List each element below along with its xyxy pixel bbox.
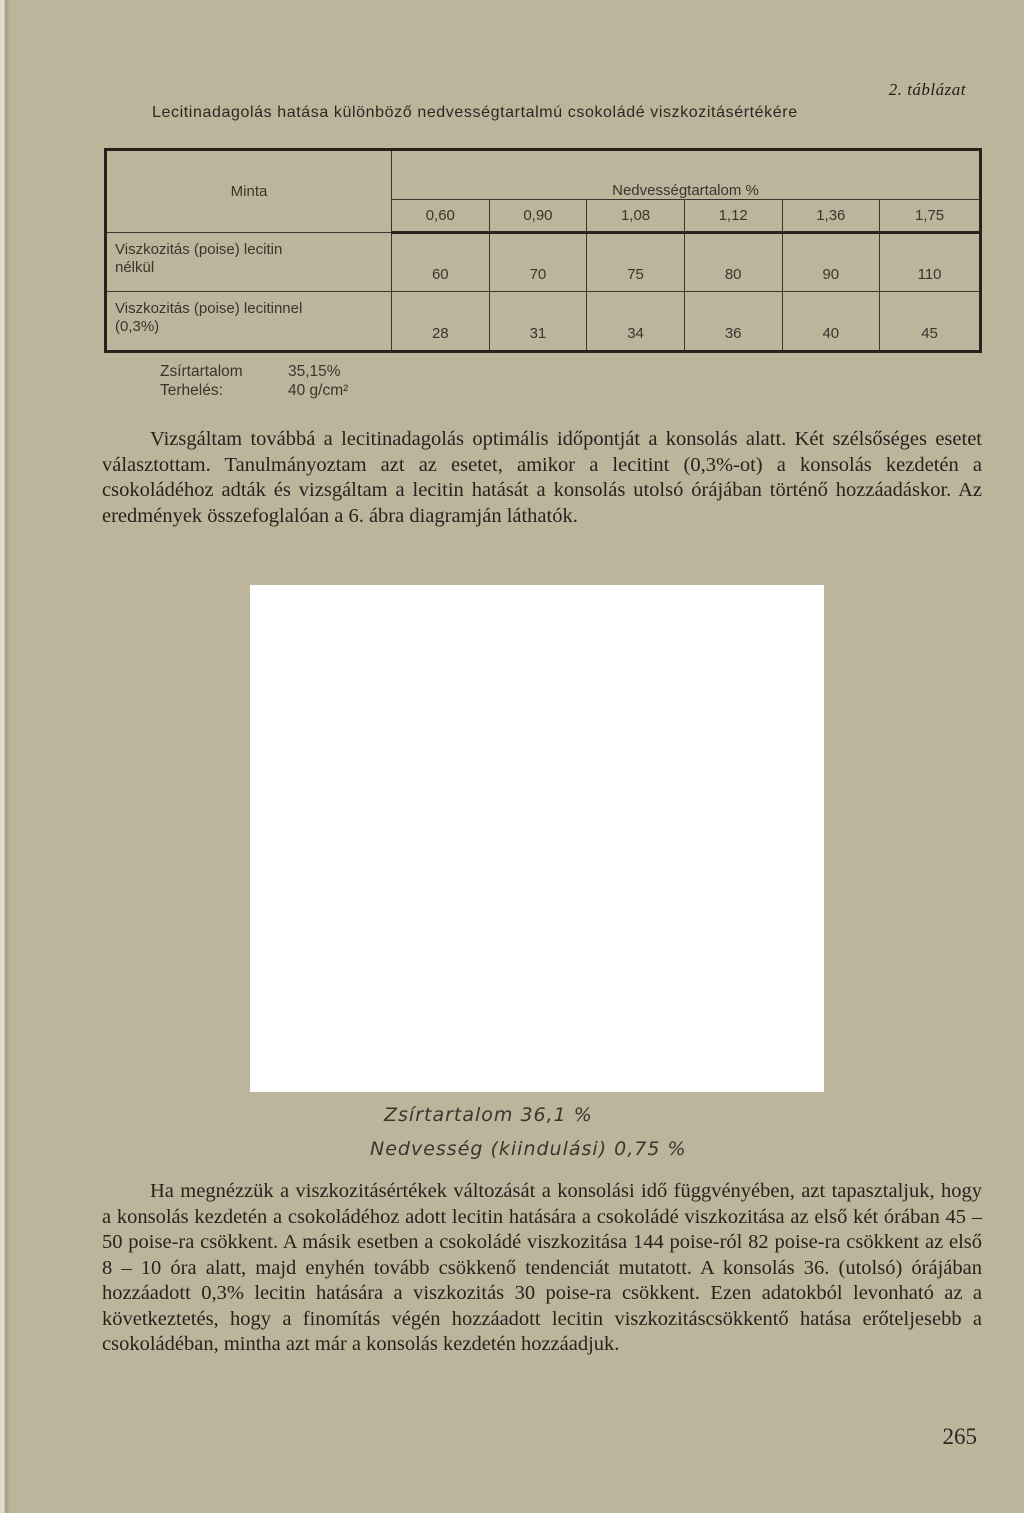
body-paragraph	[102, 1179, 982, 1358]
book-spine-edge	[0, 0, 10, 1513]
figure-caption-moisture: Nedvesség (kiindulási) 0,75 %	[370, 1138, 687, 1160]
table-cell: 28	[392, 292, 490, 352]
table-cell: 80	[684, 232, 782, 292]
paragraph-text: Vizsgáltam továbbá a lecitinadagolás optimális időpontját a konsolás alatt. Két szélsőséges esetet választottam. Tanulmányoztam azt az esetet, amikor a lecitint (0,3%-ot) a konsolás kezdetén a csokoládéhoz adták és vizsgáltam a lecitin hatását a konsolás utolsó órájában történő hozzáadáskor. Az eredmények összefoglalóan a 6. ábra diagramján láthatók.	[102, 428, 982, 527]
body-paragraph	[102, 427, 982, 529]
header-moisture-col: 1,12	[684, 200, 782, 232]
row-label	[106, 232, 392, 292]
table-notes	[160, 362, 348, 400]
page-number: 265	[942, 1424, 977, 1449]
figure-placeholder	[250, 585, 824, 1092]
table-cell: 45	[880, 292, 981, 352]
row-label-line: Viszkozitás (poise) lecitinnel	[115, 300, 303, 318]
load-value: 40 g/cm²	[288, 382, 349, 399]
table-cell: 70	[489, 232, 587, 292]
table-cell: 110	[880, 232, 981, 292]
header-moisture-col: 1,08	[587, 200, 685, 232]
table-row	[106, 292, 981, 352]
row-label-line: (0,3%)	[115, 318, 160, 336]
row-label-line: Viszkozitás (poise) lecitin	[115, 240, 283, 258]
row-label-line: nélkül	[115, 258, 155, 276]
table-number-label: 2. táblázat	[888, 80, 966, 99]
load-label: Terhelés:	[160, 382, 223, 399]
header-moisture-col: 0,60	[392, 200, 490, 232]
header-moisture-col: 1,36	[782, 200, 880, 232]
table-cell: 31	[489, 292, 587, 352]
header-minta: Minta	[106, 150, 392, 233]
header-moisture-col: 1,75	[880, 200, 981, 232]
viscosity-table	[104, 148, 982, 353]
fat-content-label: Zsírtartalom	[160, 363, 243, 380]
table-cell: 60	[392, 232, 490, 292]
table-cell: 36	[684, 292, 782, 352]
table-title: Lecitinadagolás hatása különböző nedvességtartalmú csokoládé viszkozitásértékére	[152, 104, 798, 121]
fat-content-value: 35,15%	[288, 363, 341, 380]
table-cell: 40	[782, 292, 880, 352]
paragraph-text: Ha megnézzük a viszkozitásértékek változását a konsolási idő függvényében, azt tapasztaljuk, hogy a konsolás kezdetén a csokoládéhoz adott lecitin hatására a csokoládé viszkozitása az első két órában 45 – 50 poise-ra csökkent. A másik esetben a csokoládé viszkozitása 144 poise-ról 82 poise-ra csökkent az első 8 – 10 óra alatt, majd enyhén tovább csökkenő tendenciát mutatott. A konsolás 36. (utolsó) órájában hozzáadott 0,3% lecitin hatására a viszkozitás 30 poise-ra csökkent. Ezen adatokból levonható az a következtetés, hogy a finomítás végén hozzáadott lecitin viszkozitáscsökkentő hatása erőteljesebb a csokoládéban, mintha azt már a konsolás kezdetén hozzáadjuk.	[102, 1180, 982, 1355]
table-cell: 34	[587, 292, 685, 352]
header-moisture-group: Nedvességtartalom %	[392, 150, 981, 200]
header-moisture-col: 0,90	[489, 200, 587, 232]
row-label	[106, 292, 392, 352]
table-cell: 75	[587, 232, 685, 292]
table-row	[106, 232, 981, 292]
figure-caption-fat: Zsírtartalom 36,1 %	[384, 1104, 593, 1126]
table-cell: 90	[782, 232, 880, 292]
